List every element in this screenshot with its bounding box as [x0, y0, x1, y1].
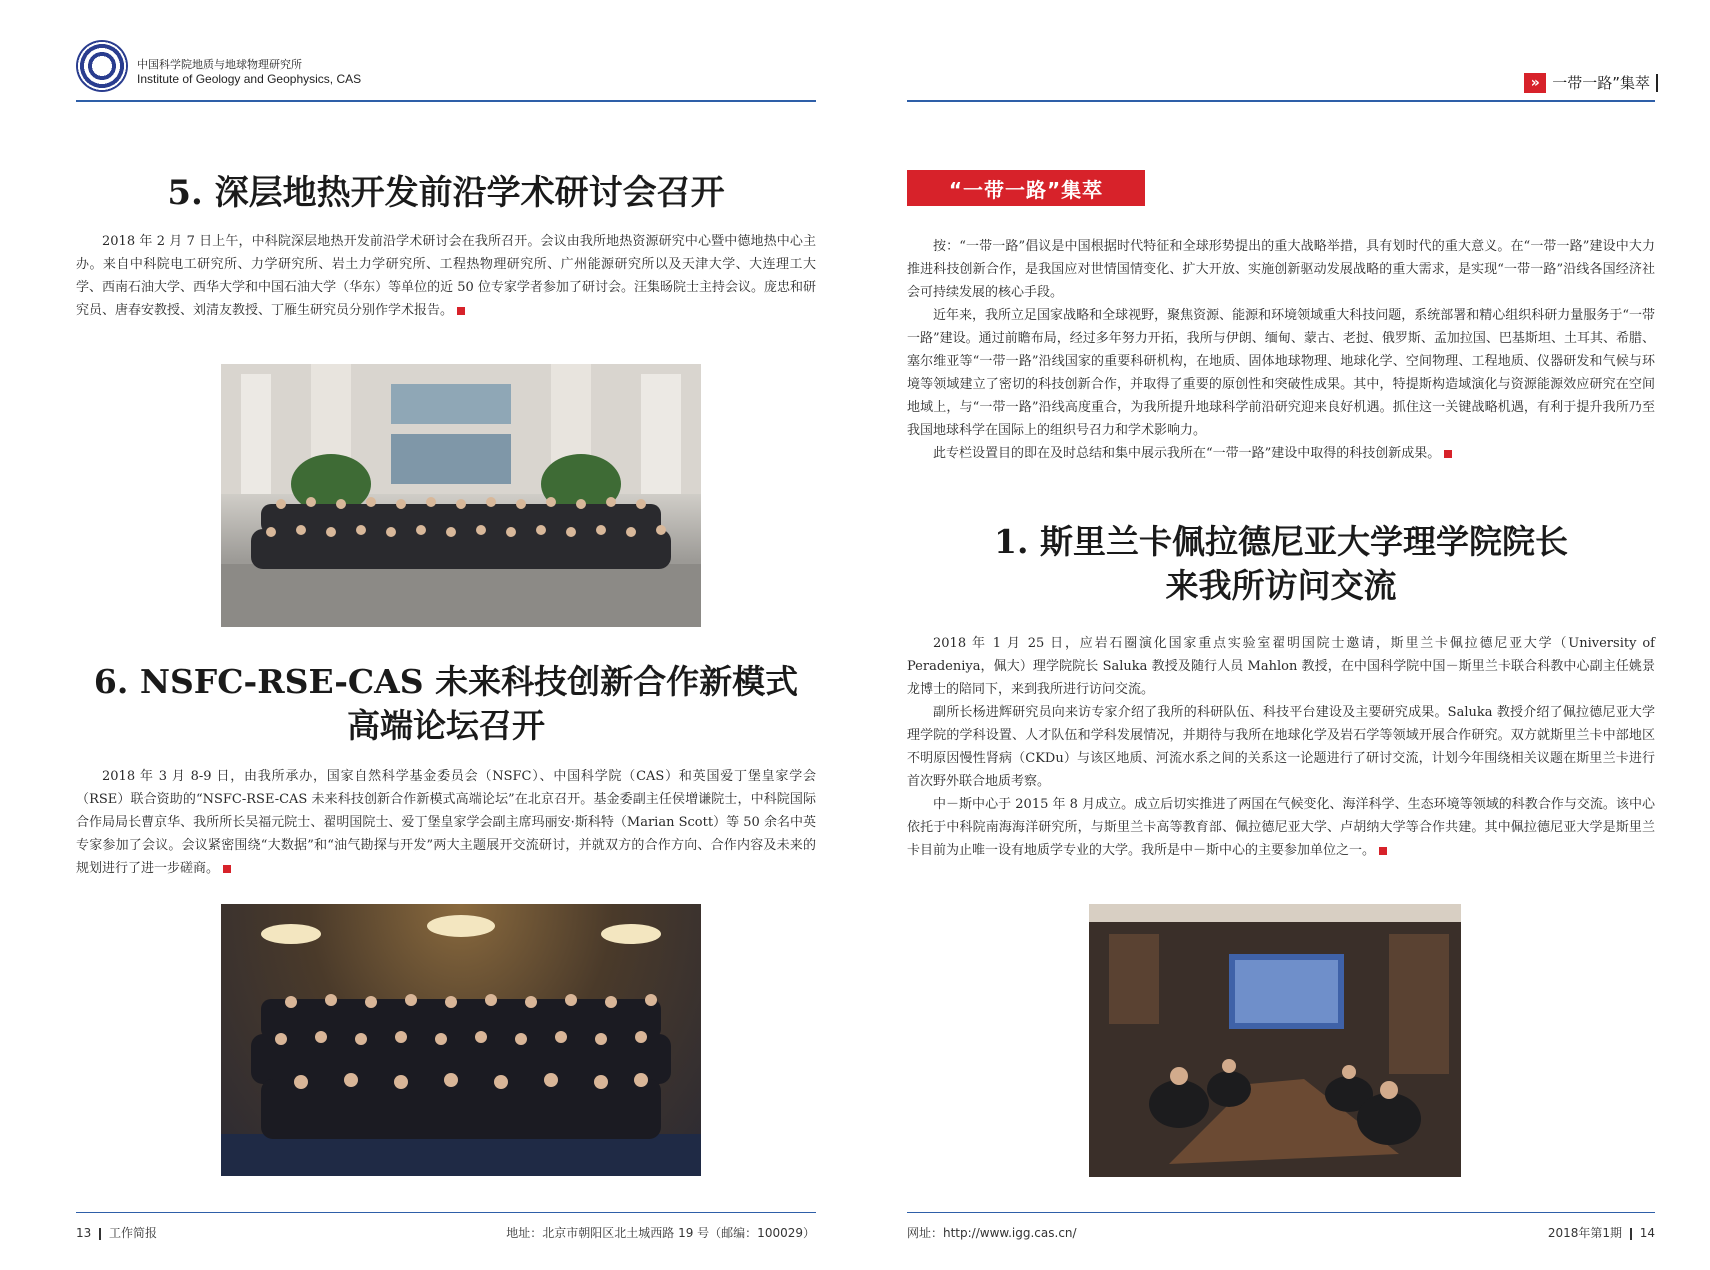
section5-text: 2018 年 2 月 7 日上午，中科院深层地热开发前沿学术研讨会在我所召开。会议由我所地热资源研究中心暨中德地热中心主办。来自中科院电工研究所、力学研究所、岩土力学研究所、工程热物理研究所、广州能源研究所以及天津大学、大连理工大学、西南石油大学、西华大学和中国石油大学（华东）等单位的近 50 位专家学者参加了研讨会。汪集旸院士主持会议。庞忠和研究员、唐春安教授、刘清友教授、丁雁生研究员分别作学术报告。: [76, 234, 816, 318]
footer-rule-right: [907, 1212, 1655, 1213]
photo3-illustration: [1089, 904, 1461, 1177]
intro-paragraph-2: 近年来，我所立足国家战略和全球视野，聚焦资源、能源和环境领域重大科技问题，系统部署和精心组织科研力量服务于“一带一路”建设。通过前瞻布局，经过多年努力开拓，我所与伊朗、缅甸、蒙古、老挝、俄罗斯、孟加拉国、巴基斯坦、土耳其、希腊、塞尔维亚等“一带一路”沿线国家的重要科研机构，在地质、固体地球物理、地球化学、空间物理、工程地质、仪器研发和气候与环境等领域建立了密切的科技创新合作，并取得了重要的原创性和突破性成果。其中，特提斯构造域演化与资源能源效应研究在空间地域上，与“一带一路”沿线高度重合，为我所提升地球科学前沿研究迎来良好机遇。抓住这一关键战略机遇，有利于提升我所乃至我国地球科学在国际上的组织号召力和学术影响力。: [907, 308, 1655, 438]
photo2-illustration: [221, 904, 701, 1176]
end-mark-icon: [1379, 847, 1387, 855]
footer-divider: [1630, 1228, 1632, 1240]
section1-title-line2: 来我所访问交流: [1165, 566, 1397, 605]
institute-name-en: Institute of Geology and Geophysics, CAS: [137, 72, 362, 86]
header-bar: [1656, 74, 1658, 92]
section1-paragraph-1: 2018 年 1 月 25 日，应岩石圈演化国家重点实验室翟明国院士邀请，斯里兰卡佩拉德尼亚大学（University of Peradeniya，佩大）理学院院长 Saluka 教授及随行人员 Mahlon 教授，在中国科学院中国－斯里兰卡联合科教中心副主任姚景龙博士的陪同下，来到我所进行访问交流。: [907, 636, 1655, 697]
section6-body: [76, 765, 816, 880]
section5-title: 5. 深层地热开发前沿学术研讨会召开: [167, 173, 725, 213]
header-rule-right: [907, 100, 1655, 102]
column-header-text: 一带一路”集萃: [1552, 74, 1650, 92]
meeting-room-photo: [1089, 904, 1461, 1177]
page-number-right: 14: [1639, 1226, 1655, 1240]
footer-rule-left: [76, 1212, 816, 1213]
institute-name-cn: 中国科学院地质与地球物理研究所: [137, 58, 302, 71]
intro-paragraph-3: 此专栏设置目的即在及时总结和集中展示我所在“一带一路”建设中取得的科技创新成果。: [933, 446, 1441, 461]
section6-title-line2: 高端论坛召开: [347, 706, 545, 745]
footer-website: 网址：http://www.igg.cas.cn/: [907, 1226, 1077, 1240]
section5-body: [76, 230, 816, 322]
section1-paragraph-2: 副所长杨进辉研究员向来访专家介绍了我所的科研队伍、科技平台建设及主要研究成果。Saluka 教授介绍了佩拉德尼亚大学理学院的学科设置、人才队伍和学科发展情况，并期待与我所在地球化学及岩石学等领域开展合作研究。双方就斯里兰卡中部地区不明原因慢性肾病（CKDu）与该区地质、河流水系之间的关系这一论题进行了研讨交流，计划今年围绕相关议题在斯里兰卡进行首次野外联合地质考察。: [907, 705, 1655, 789]
footer-divider: [99, 1228, 101, 1240]
column-intro: [907, 235, 1655, 465]
double-arrow-icon: »: [1524, 73, 1546, 93]
page-number-left: 13: [76, 1226, 92, 1240]
section1-paragraph-3: 中－斯中心于 2015 年 8 月成立。成立后切实推进了两国在气候变化、海洋科学、生态环境等领域的科教合作与交流。该中心依托于中科院南海海洋研究所，与斯里兰卡高等教育部、佩拉德尼亚大学、卢胡纳大学等合作共建。其中佩拉德尼亚大学是斯里兰卡目前为止唯一设有地质学专业的大学。我所是中－斯中心的主要参加单位之一。: [907, 797, 1655, 858]
section6-text: 2018 年 3 月 8-9 日，由我所承办，国家自然科学基金委员会（NSFC）、中国科学院（CAS）和英国爱丁堡皇家学会（RSE）联合资助的“NSFC-RSE-CAS 未来科技创新合作新模式高端论坛”在北京召开。基金委副主任侯增谦院士，中科院国际合作局局长曹京华、我所所长吴福元院士、翟明国院士、爱丁堡皇家学会副主席玛丽安·斯科特（Marian Scott）等 50 余名中英专家参加了会议。会议紧密围绕“大数据”和“油气勘探与开发”两大主题展开交流研讨，并就双方的合作方向、合作内容及未来的规划进行了进一步磋商。: [76, 769, 816, 876]
column-header-tag: [1524, 72, 1658, 93]
institute-logo-icon: [76, 40, 128, 92]
footer-right-issue: [1548, 1224, 1655, 1241]
photo1-illustration: [221, 364, 701, 627]
issue-label: 2018年第1期: [1547, 1226, 1623, 1240]
end-mark-icon: [1444, 450, 1452, 458]
section6-title-line1: 6. NSFC-RSE-CAS 未来科技创新合作新模式: [93, 662, 799, 701]
end-mark-icon: [223, 865, 231, 873]
publication-name: 工作简报: [108, 1226, 157, 1240]
symposium-group-photo: [221, 364, 701, 627]
footer-left-pub: [76, 1224, 157, 1241]
section1-body: [907, 632, 1655, 862]
column-label: “一带一路”集萃: [907, 170, 1145, 206]
end-mark-icon: [457, 307, 465, 315]
intro-paragraph-1: 按：“一带一路”倡议是中国根据时代特征和全球形势提出的重大战略举措，具有划时代的重大意义。在“一带一路”建设中大力推进科技创新合作，是我国应对世情国情变化、扩大开放、实施创新驱动发展战略的重大需求，是实现“一带一路”沿线各国经济社会可持续发展的核心手段。: [907, 239, 1655, 300]
footer-address: 地址：北京市朝阳区北土城西路 19 号（邮编：100029）: [506, 1226, 815, 1240]
section1-title-line1: 1. 斯里兰卡佩拉德尼亚大学理学院院长: [994, 522, 1568, 561]
forum-group-photo: [221, 904, 701, 1176]
header-rule-left: [76, 100, 816, 102]
section6-title: [76, 660, 816, 748]
section1-title: [907, 520, 1655, 608]
right-page: [855, 0, 1710, 1270]
